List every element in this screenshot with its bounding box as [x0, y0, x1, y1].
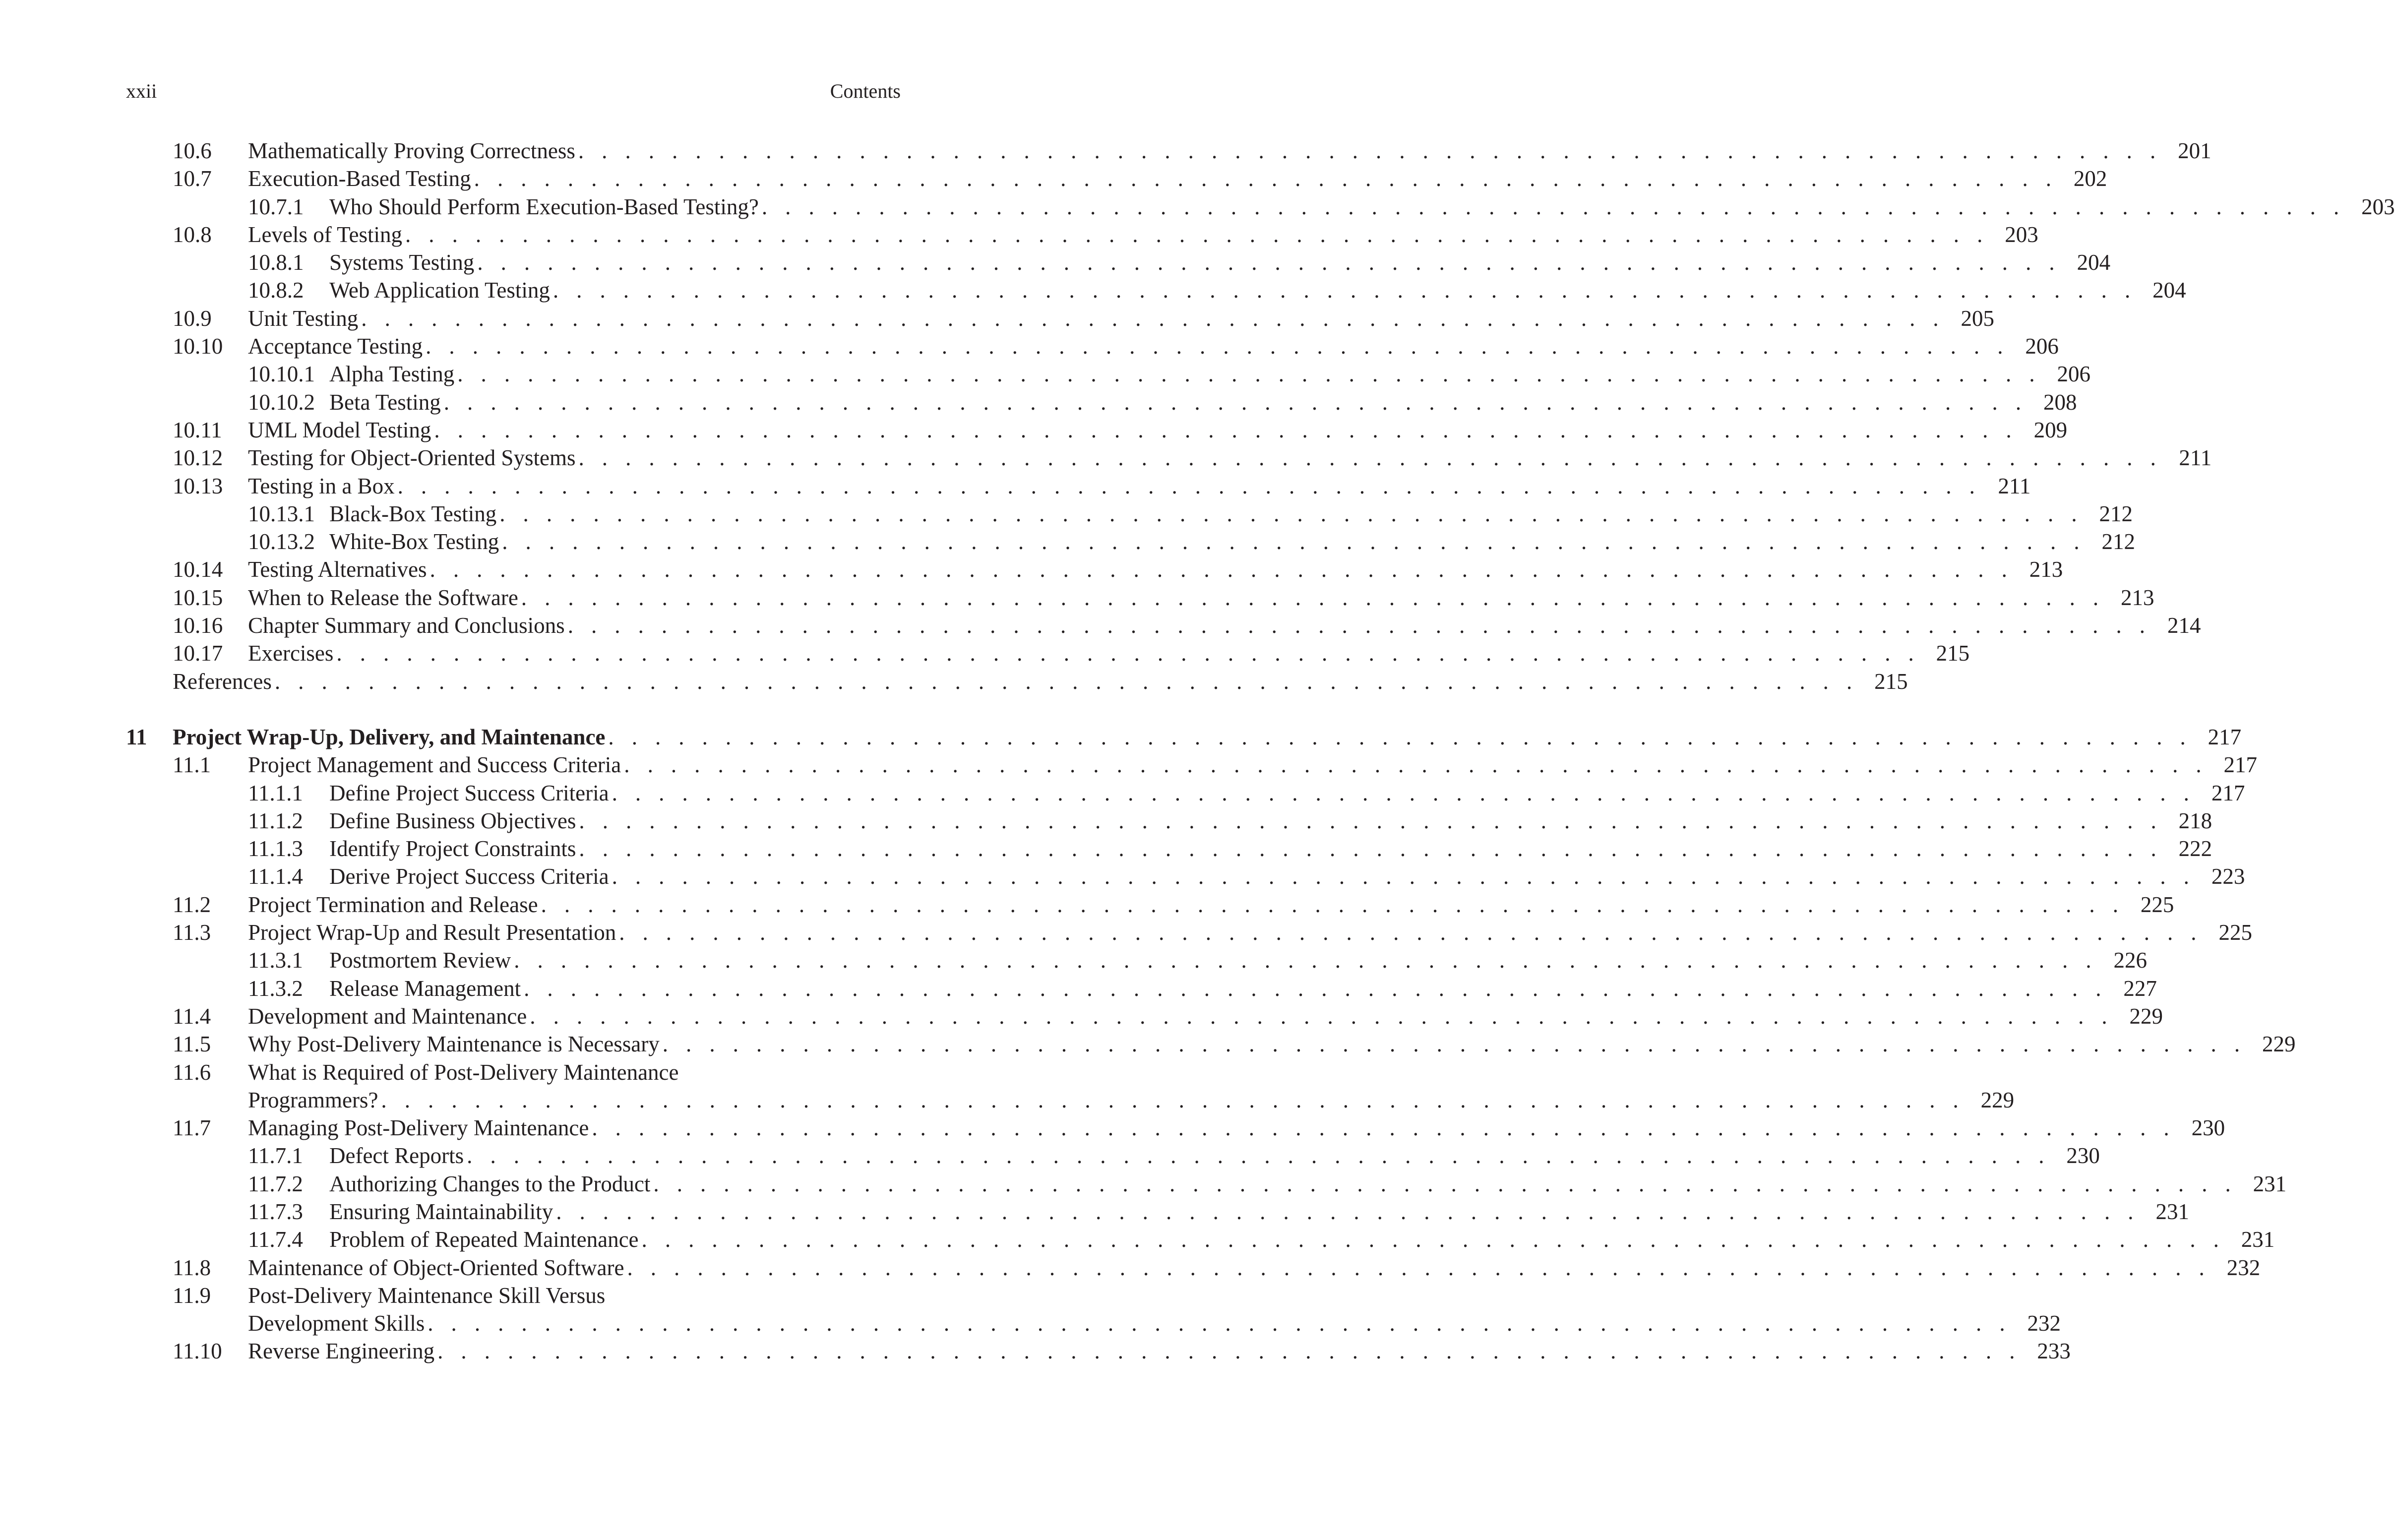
toc-entry-number: 11.5 [173, 1032, 211, 1057]
dot-leader: . . . . . . . . . . . . . . . . . . . . . . . . . . . . . . . . . . . . . . . . . . . . . . . . . . . . . . . . . . . . . . . . . . . . [428, 1311, 2011, 1336]
dot-leader: . . . . . . . . . . . . . . . . . . . . . . . . . . . . . . . . . . . . . . . . . . . . . . . . . . . . . . . . . . . . . . . . . . . . [430, 557, 2014, 582]
toc-entry-page: 201 [2178, 138, 2211, 163]
dot-leader: . . . . . . . . . . . . . . . . . . . . . . . . . . . . . . . . . . . . . . . . . . . . . . . . . . . . . . . . . . . . . . . . . . . . [530, 1003, 2114, 1029]
toc-entry-number: 10.7.1 [248, 194, 304, 219]
dot-leader: . . . . . . . . . . . . . . . . . . . . . . . . . . . . . . . . . . . . . . . . . . . . . . . . . . . . . . . . . . . . . . . . . . . . [556, 1199, 2140, 1224]
toc-entry-page: 211 [2179, 445, 2212, 471]
dot-leader: . . . . . . . . . . . . . . . . . . . . . . . . . . . . . . . . . . . . . . . . . . . . . . . . . . . . . . . . . . . . . . . . . . . . [761, 194, 2345, 219]
toc-entry-title: Define Project Success Criteria [329, 780, 609, 805]
toc-entry[interactable] [0, 193, 2395, 221]
dot-leader: . . . . . . . . . . . . . . . . . . . . . . . . . . . . . . . . . . . . . . . . . . . . . . . . . . . . . . . . . . . . . . . . . . . . [381, 1087, 1965, 1112]
dot-leader: . . . . . . . . . . . . . . . . . . . . . . . . . . . . . . . . . . . . . . . . . . . . . . . . . . . . . . . . . . . . . . . . . . . . [627, 1255, 2211, 1280]
toc-entry-title: Unit Testing [248, 306, 359, 331]
toc-entry-number: 11.1.1 [248, 780, 303, 805]
toc-entry-title: Levels of Testing [248, 222, 402, 247]
toc-entry-line [248, 555, 2063, 583]
toc-entry-page: 217 [2211, 780, 2245, 805]
toc-entry[interactable] [0, 500, 2133, 528]
toc-entry[interactable] [0, 444, 2212, 472]
toc-entry-title: What is Required of Post-Delivery Maintenance [248, 1059, 679, 1085]
toc-entry-title: Development and Maintenance [248, 1003, 527, 1029]
page-number: xxii [126, 80, 157, 102]
toc-entry-line [329, 528, 2135, 555]
dot-leader: . . . . . . . . . . . . . . . . . . . . . . . . . . . . . . . . . . . . . . . . . . . . . . . . . . . . . . . . . . . . . . . . . . . . [612, 780, 2196, 805]
dot-leader: . . . . . . . . . . . . . . . . . . . . . . . . . . . . . . . . . . . . . . . . . . . . . . . . . . . . . . . . . . . . . . . . . . . . [502, 529, 2086, 554]
toc-entry-page: 204 [2077, 250, 2111, 275]
toc-entry-title: Project Termination and Release [248, 892, 538, 917]
dot-leader: . . . . . . . . . . . . . . . . . . . . . . . . . . . . . . . . . . . . . . . . . . . . . . . . . . . . . . . . . . . . . . . . . . . . [653, 1171, 2237, 1196]
dot-leader: . . . . . . . . . . . . . . . . . . . . . . . . . . . . . . . . . . . . . . . . . . . . . . . . . . . . . . . . . . . . . . . . . . . . [579, 808, 2163, 833]
dot-leader: . . . . . . . . . . . . . . . . . . . . . . . . . . . . . . . . . . . . . . . . . . . . . . . . . . . . . . . . . . . . . . . . . . . . [426, 334, 2009, 359]
toc-entry-page: 209 [2033, 417, 2068, 442]
dot-leader: . . . . . . . . . . . . . . . . . . . . . . . . . . . . . . . . . . . . . . . . . . . . . . . . . . . . . . . . . . . . . . . . . . . . [467, 1143, 2050, 1169]
toc-entry-number: 11.6 [173, 1059, 211, 1085]
toc-entry-page: 206 [2025, 334, 2059, 359]
toc-entry-number: 11.7 [173, 1115, 211, 1141]
toc-entry-line [329, 248, 2111, 276]
toc-entry[interactable] [0, 1086, 2015, 1114]
toc-entry-number: 11.7.4 [248, 1227, 303, 1252]
toc-entry[interactable] [0, 472, 2031, 500]
toc-entry-page: 230 [2191, 1115, 2225, 1141]
toc-entry-number: 11.3 [173, 920, 211, 945]
toc-entry-page: 231 [2253, 1171, 2287, 1196]
toc-entry-title: References [173, 669, 272, 694]
toc-entry-line [248, 1337, 2071, 1365]
toc-entry[interactable] [0, 975, 2157, 1002]
toc-entry-page: 217 [2208, 724, 2242, 749]
dot-leader: . . . . . . . . . . . . . . . . . . . . . . . . . . . . . . . . . . . . . . . . . . . . . . . . . . . . . . . . . . . . . . . . . . . . [541, 892, 2125, 917]
dot-leader: . . . . . . . . . . . . . . . . . . . . . . . . . . . . . . . . . . . . . . . . . . . . . . . . . . . . . . . . . . . . . . . . . . . . [361, 306, 1945, 331]
toc-entry-line [329, 1198, 2189, 1226]
toc-entry[interactable] [0, 137, 2211, 165]
toc-entry[interactable] [0, 1337, 2071, 1365]
toc-entry-line [248, 1254, 2261, 1282]
toc-entry-number: 11.3.2 [248, 976, 303, 1001]
toc-entry-number: 10.10.2 [248, 389, 315, 415]
toc-entry-line [329, 360, 2090, 388]
dot-leader: . . . . . . . . . . . . . . . . . . . . . . . . . . . . . . . . . . . . . . . . . . . . . . . . . . . . . . . . . . . . . . . . . . . . [624, 752, 2208, 778]
toc-entry-title: Web Application Testing [329, 278, 550, 303]
toc-entry-line [173, 723, 2242, 751]
toc-entry-title: Mathematically Proving Correctness [248, 138, 575, 163]
toc-entry[interactable] [0, 276, 2186, 304]
toc-entry[interactable] [0, 919, 2252, 946]
toc-entry-line [248, 639, 1970, 667]
toc-entry-number: 10.7 [173, 166, 212, 191]
toc-entry-line [329, 975, 2157, 1002]
toc-entry-title: Acceptance Testing [248, 334, 423, 359]
toc-entry-title: Black-Box Testing [329, 501, 497, 526]
dot-leader: . . . . . . . . . . . . . . . . . . . . . . . . . . . . . . . . . . . . . . . . . . . . . . . . . . . . . . . . . . . . . . . . . . . . [437, 1339, 2021, 1364]
dot-leader: . . . . . . . . . . . . . . . . . . . . . . . . . . . . . . . . . . . . . . . . . . . . . . . . . . . . . . . . . . . . . . . . . . . . [553, 278, 2137, 303]
toc-entry-page: 227 [2123, 976, 2157, 1001]
toc-entry-line [248, 1309, 2061, 1337]
toc-entry-page: 225 [2218, 920, 2252, 945]
toc-entry-line [248, 1114, 2225, 1142]
toc-entry-number: 10.10.1 [248, 362, 315, 387]
dot-leader: . . . . . . . . . . . . . . . . . . . . . . . . . . . . . . . . . . . . . . . . . . . . . . . . . . . . . . . . . . . . . . . . . . . . [514, 948, 2097, 973]
dot-leader: . . . . . . . . . . . . . . . . . . . . . . . . . . . . . . . . . . . . . . . . . . . . . . . . . . . . . . . . . . . . . . . . . . . . [397, 473, 1981, 498]
toc-entry-number: 10.14 [173, 557, 223, 582]
toc-entry-number: 10.9 [173, 306, 212, 331]
toc-entry-page: 231 [2155, 1199, 2189, 1224]
toc-entry-number: 10.16 [173, 613, 223, 638]
toc-entry-title: Execution-Based Testing [248, 166, 471, 191]
toc-entry-page: 208 [2043, 389, 2077, 415]
toc-entry-page: 229 [2129, 1003, 2163, 1029]
toc-entry-title: Project Wrap-Up and Result Presentation [248, 920, 616, 945]
dot-leader: . . . . . . . . . . . . . . . . . . . . . . . . . . . . . . . . . . . . . . . . . . . . . . . . . . . . . . . . . . . . . . . . . . . . [405, 222, 1989, 247]
toc-entry-line [248, 1282, 901, 1309]
running-head-title: Contents [830, 80, 901, 102]
toc-entry-page: 206 [2057, 362, 2090, 387]
toc-entry[interactable] [0, 862, 2245, 890]
toc-entry-page: 212 [2099, 501, 2133, 526]
toc-entry-page: 223 [2211, 864, 2245, 889]
toc-entry-title: Managing Post-Delivery Maintenance [248, 1115, 589, 1141]
dot-leader: . . . . . . . . . . . . . . . . . . . . . . . . . . . . . . . . . . . . . . . . . . . . . . . . . . . . . . . . . . . . . . . . . . . . [612, 864, 2196, 889]
toc-entry-number: 10.13.2 [248, 529, 315, 554]
dot-leader: . . . . . . . . . . . . . . . . . . . . . . . . . . . . . . . . . . . . . . . . . . . . . . . . . . . . . . . . . . . . . . . . . . . . [524, 976, 2107, 1001]
toc-entry-line [248, 444, 2212, 472]
toc-entry-number: 11.2 [173, 892, 211, 917]
dot-leader: . . . . . . . . . . . . . . . . . . . . . . . . . . . . . . . . . . . . . . . . . . . . . . . . . . . . . . . . . . . . . . . . . . . . [567, 613, 2151, 638]
dot-leader: . . . . . . . . . . . . . . . . . . . . . . . . . . . . . . . . . . . . . . . . . . . . . . . . . . . . . . . . . . . . . . . . . . . . [521, 585, 2105, 610]
toc-entry-page: 222 [2178, 836, 2212, 862]
toc-chapter-entry[interactable] [0, 723, 2242, 751]
toc-entry-number: 10.6 [173, 138, 212, 163]
toc-entry-title: Ensuring Maintainability [329, 1199, 553, 1224]
toc-entry-line [248, 1058, 901, 1086]
toc-entry-number: 10.12 [173, 445, 223, 471]
toc-entry-line [329, 862, 2245, 890]
toc-entry-page: 215 [1936, 641, 1970, 666]
toc-entry[interactable] [0, 807, 2212, 835]
toc-entry-page: 204 [2152, 278, 2186, 303]
dot-leader: . . . . . . . . . . . . . . . . . . . . . . . . . . . . . . . . . . . . . . . . . . . . . . . . . . . . . . . . . . . . . . . . . . . . [274, 669, 1858, 694]
toc-entry[interactable] [0, 360, 2090, 388]
toc-entry[interactable] [0, 751, 2258, 779]
toc-entry-number: 10.13 [173, 473, 223, 498]
toc-entry-number: 11.1.4 [248, 864, 303, 889]
toc-entry-line [329, 807, 2212, 835]
toc-entry-page: 229 [2262, 1032, 2296, 1057]
toc-entry[interactable] [0, 221, 2038, 248]
toc-entry-page: 218 [2178, 808, 2212, 833]
toc-entry-line [248, 305, 1995, 332]
toc-entry-page: 213 [2029, 557, 2063, 582]
toc-entry[interactable] [0, 1142, 2100, 1170]
toc-entry[interactable] [0, 779, 2245, 807]
toc-entry-title: Reverse Engineering [248, 1339, 435, 1364]
toc-entry-number: 11.10 [173, 1339, 222, 1364]
toc-entry[interactable] [0, 1254, 2261, 1282]
toc-entry[interactable] [0, 612, 2201, 639]
toc-entry-page: 203 [2361, 194, 2395, 219]
dot-leader: . . . . . . . . . . . . . . . . . . . . . . . . . . . . . . . . . . . . . . . . . . . . . . . . . . . . . . . . . . . . . . . . . . . . [578, 138, 2162, 163]
toc-entry-line [248, 1002, 2163, 1030]
toc-entry[interactable] [0, 639, 1970, 667]
toc-entry-page: 214 [2167, 613, 2201, 638]
dot-leader: . . . . . . . . . . . . . . . . . . . . . . . . . . . . . . . . . . . . . . . . . . . . . . . . . . . . . . . . . . . . . . . . . . . . [641, 1227, 2225, 1252]
toc-entry-title: Release Management [329, 976, 521, 1001]
toc-entry-line [248, 751, 2258, 779]
toc-entry-page: 225 [2140, 892, 2174, 917]
toc-entry[interactable] [0, 165, 2107, 192]
toc-entry-line [329, 779, 2245, 807]
toc-entry-title: Beta Testing [329, 389, 441, 415]
toc-entry-line [248, 919, 2252, 946]
toc-entry-page: 212 [2101, 529, 2135, 554]
toc-entry-line [329, 500, 2133, 528]
toc-entry[interactable] [0, 1114, 2225, 1142]
dot-leader: . . . . . . . . . . . . . . . . . . . . . . . . . . . . . . . . . . . . . . . . . . . . . . . . . . . . . . . . . . . . . . . . . . . . [336, 641, 1920, 666]
toc-entry[interactable] [0, 555, 2063, 583]
toc-entry-title: Programmers? [248, 1087, 378, 1112]
toc-entry-page: 230 [2066, 1143, 2100, 1169]
toc-entry-page: 217 [2223, 752, 2258, 778]
toc-entry-number: 10.11 [173, 417, 222, 442]
toc-entry-title: Who Should Perform Execution-Based Testing? [329, 194, 759, 219]
dot-leader: . . . . . . . . . . . . . . . . . . . . . . . . . . . . . . . . . . . . . . . . . . . . . . . . . . . . . . . . . . . . . . . . . . . . [499, 501, 2083, 526]
toc-entry-line [248, 137, 2211, 165]
dot-leader: . . . . . . . . . . . . . . . . . . . . . . . . . . . . . . . . . . . . . . . . . . . . . . . . . . . . . . . . . . . . . . . . . . . . [619, 920, 2203, 945]
toc-entry-number: 10.8.2 [248, 278, 304, 303]
toc-entry-number: 11.1.3 [248, 836, 303, 862]
toc-entry-title: Maintenance of Object-Oriented Software [248, 1255, 624, 1280]
toc-entry-title: Authorizing Changes to the Product [329, 1171, 651, 1196]
toc-entry-number: 11.1 [173, 752, 211, 778]
toc-entry-page: 233 [2037, 1339, 2071, 1364]
toc-entry-line [248, 332, 2059, 360]
toc-entry-line [248, 416, 2068, 444]
toc-entry-title: Defect Reports [329, 1143, 464, 1169]
toc-entry[interactable] [0, 332, 2059, 360]
toc-entry-title: Systems Testing [329, 250, 475, 275]
toc-entry[interactable] [0, 388, 2077, 416]
toc-entry[interactable] [0, 1058, 1016, 1086]
dot-leader: . . . . . . . . . . . . . . . . . . . . . . . . . . . . . . . . . . . . . . . . . . . . . . . . . . . . . . . . . . . . . . . . . . . . [477, 250, 2061, 275]
toc-entry-title: UML Model Testing [248, 417, 431, 442]
toc-entry-number: 10.13.1 [248, 501, 315, 526]
toc-entry-page: 211 [1998, 473, 2031, 498]
toc-entry-line [329, 946, 2147, 974]
dot-leader: . . . . . . . . . . . . . . . . . . . . . . . . . . . . . . . . . . . . . . . . . . . . . . . . . . . . . . . . . . . . . . . . . . . . [578, 445, 2162, 471]
toc-entry[interactable] [0, 1282, 1016, 1309]
toc-entry-line [329, 1226, 2275, 1253]
toc-entry-number: 10.8.1 [248, 250, 304, 275]
toc-entry-line [248, 612, 2201, 639]
toc-entry-title: Testing in a Box [248, 473, 395, 498]
toc-entry-line [248, 221, 2038, 248]
toc-entry-title: Project Management and Success Criteria [248, 752, 621, 778]
dot-leader: . . . . . . . . . . . . . . . . . . . . . . . . . . . . . . . . . . . . . . . . . . . . . . . . . . . . . . . . . . . . . . . . . . . . [457, 362, 2041, 387]
toc-entry[interactable] [0, 1002, 2163, 1030]
toc-entry[interactable] [0, 1226, 2275, 1253]
dot-leader: . . . . . . . . . . . . . . . . . . . . . . . . . . . . . . . . . . . . . . . . . . . . . . . . . . . . . . . . . . . . . . . . . . . . [592, 1115, 2176, 1141]
toc-entry-title: Post-Delivery Maintenance Skill Versus [248, 1283, 606, 1308]
toc-entry-number: 11.7.2 [248, 1171, 303, 1196]
dot-leader: . . . . . . . . . . . . . . . . . . . . . . . . . . . . . . . . . . . . . . . . . . . . . . . . . . . . . . . . . . . . . . . . . . . . [434, 417, 2018, 442]
toc-entry-title: Define Business Objectives [329, 808, 576, 833]
toc-entry-number: 10.10 [173, 334, 223, 359]
toc-entry-line [248, 165, 2107, 192]
toc-entry-line [248, 891, 2174, 919]
toc-entry-title: Testing Alternatives [248, 557, 427, 582]
toc-entry[interactable] [0, 1030, 2296, 1058]
toc-entry-title: Development Skills [248, 1311, 425, 1336]
toc-entry-line [248, 472, 2031, 500]
toc-entry-number: 11.7.3 [248, 1199, 303, 1224]
toc-entry-line [329, 388, 2077, 416]
toc-entry[interactable] [0, 1198, 2189, 1226]
toc-entry-page: 213 [2121, 585, 2154, 610]
toc-entry-line [329, 835, 2212, 862]
toc-entry-title: Why Post-Delivery Maintenance is Necessary [248, 1032, 660, 1057]
toc-entry-title: When to Release the Software [248, 585, 518, 610]
toc-entry[interactable] [0, 584, 2154, 612]
toc-entry-number: 11.3.1 [248, 948, 303, 973]
toc-entry[interactable] [0, 946, 2147, 974]
toc-entry-line [173, 668, 1908, 695]
toc-entry-number: 10.15 [173, 585, 223, 610]
toc-entry[interactable] [0, 668, 1908, 695]
toc-entry-page: 232 [2226, 1255, 2261, 1280]
toc-entry-line [329, 1142, 2100, 1170]
dot-leader: . . . . . . . . . . . . . . . . . . . . . . . . . . . . . . . . . . . . . . . . . . . . . . . . . . . . . . . . . . . . . . . . . . . . [443, 389, 2027, 415]
dot-leader: . . . . . . . . . . . . . . . . . . . . . . . . . . . . . . . . . . . . . . . . . . . . . . . . . . . . . . . . . . . . . . . . . . . . [608, 724, 2192, 749]
toc-entry[interactable] [0, 305, 1995, 332]
toc-entry-number: 11 [126, 724, 147, 749]
toc-entry-number: 11.7.1 [248, 1143, 303, 1169]
toc-entry-page: 232 [2027, 1311, 2061, 1336]
toc-entry-line [248, 1086, 2015, 1114]
toc-entry[interactable] [0, 891, 2174, 919]
toc-entry-line [248, 1030, 2296, 1058]
toc-entry[interactable] [0, 416, 2068, 444]
dot-leader: . . . . . . . . . . . . . . . . . . . . . . . . . . . . . . . . . . . . . . . . . . . . . . . . . . . . . . . . . . . . . . . . . . . . [662, 1032, 2246, 1057]
toc-entry-page: 229 [1980, 1087, 2015, 1112]
toc-entry-page: 226 [2113, 948, 2147, 973]
toc-entry-title: Alpha Testing [329, 362, 455, 387]
toc-entry-page: 205 [1961, 306, 1995, 331]
toc-entry-number: 11.1.2 [248, 808, 303, 833]
toc-entry[interactable] [0, 1309, 2061, 1337]
toc-entry[interactable] [0, 528, 2135, 555]
toc-entry-line [329, 193, 2395, 221]
toc-entry-line [329, 276, 2186, 304]
table-of-contents [0, 137, 2395, 1365]
toc-entry-title: Problem of Repeated Maintenance [329, 1227, 639, 1252]
toc-entry-number: 11.9 [173, 1283, 211, 1308]
toc-entry-title: Exercises [248, 641, 334, 666]
toc-entry-number: 10.8 [173, 222, 212, 247]
toc-entry-line [329, 1170, 2287, 1198]
toc-entry[interactable] [0, 835, 2212, 862]
toc-entry-page: 202 [2073, 166, 2107, 191]
toc-entry-page: 203 [2005, 222, 2038, 247]
toc-entry-title: White-Box Testing [329, 529, 499, 554]
toc-entry-number: 10.17 [173, 641, 223, 666]
toc-entry-title: Derive Project Success Criteria [329, 864, 609, 889]
toc-entry-page: 231 [2241, 1227, 2275, 1252]
dot-leader: . . . . . . . . . . . . . . . . . . . . . . . . . . . . . . . . . . . . . . . . . . . . . . . . . . . . . . . . . . . . . . . . . . . . [474, 166, 2058, 191]
toc-entry-line [248, 584, 2154, 612]
dot-leader: . . . . . . . . . . . . . . . . . . . . . . . . . . . . . . . . . . . . . . . . . . . . . . . . . . . . . . . . . . . . . . . . . . . . [579, 836, 2163, 862]
toc-entry[interactable] [0, 1170, 2287, 1198]
toc-entry-title: Postmortem Review [329, 948, 511, 973]
toc-entry-number: 11.8 [173, 1255, 211, 1280]
toc-entry-number: 11.4 [173, 1003, 211, 1029]
toc-entry-title: Project Wrap-Up, Delivery, and Maintenance [173, 724, 606, 749]
toc-entry-title: Testing for Object-Oriented Systems [248, 445, 576, 471]
toc-entry-title: Chapter Summary and Conclusions [248, 613, 565, 638]
toc-entry-page: 215 [1874, 669, 1908, 694]
toc-entry[interactable] [0, 248, 2111, 276]
toc-entry-title: Identify Project Constraints [329, 836, 576, 862]
